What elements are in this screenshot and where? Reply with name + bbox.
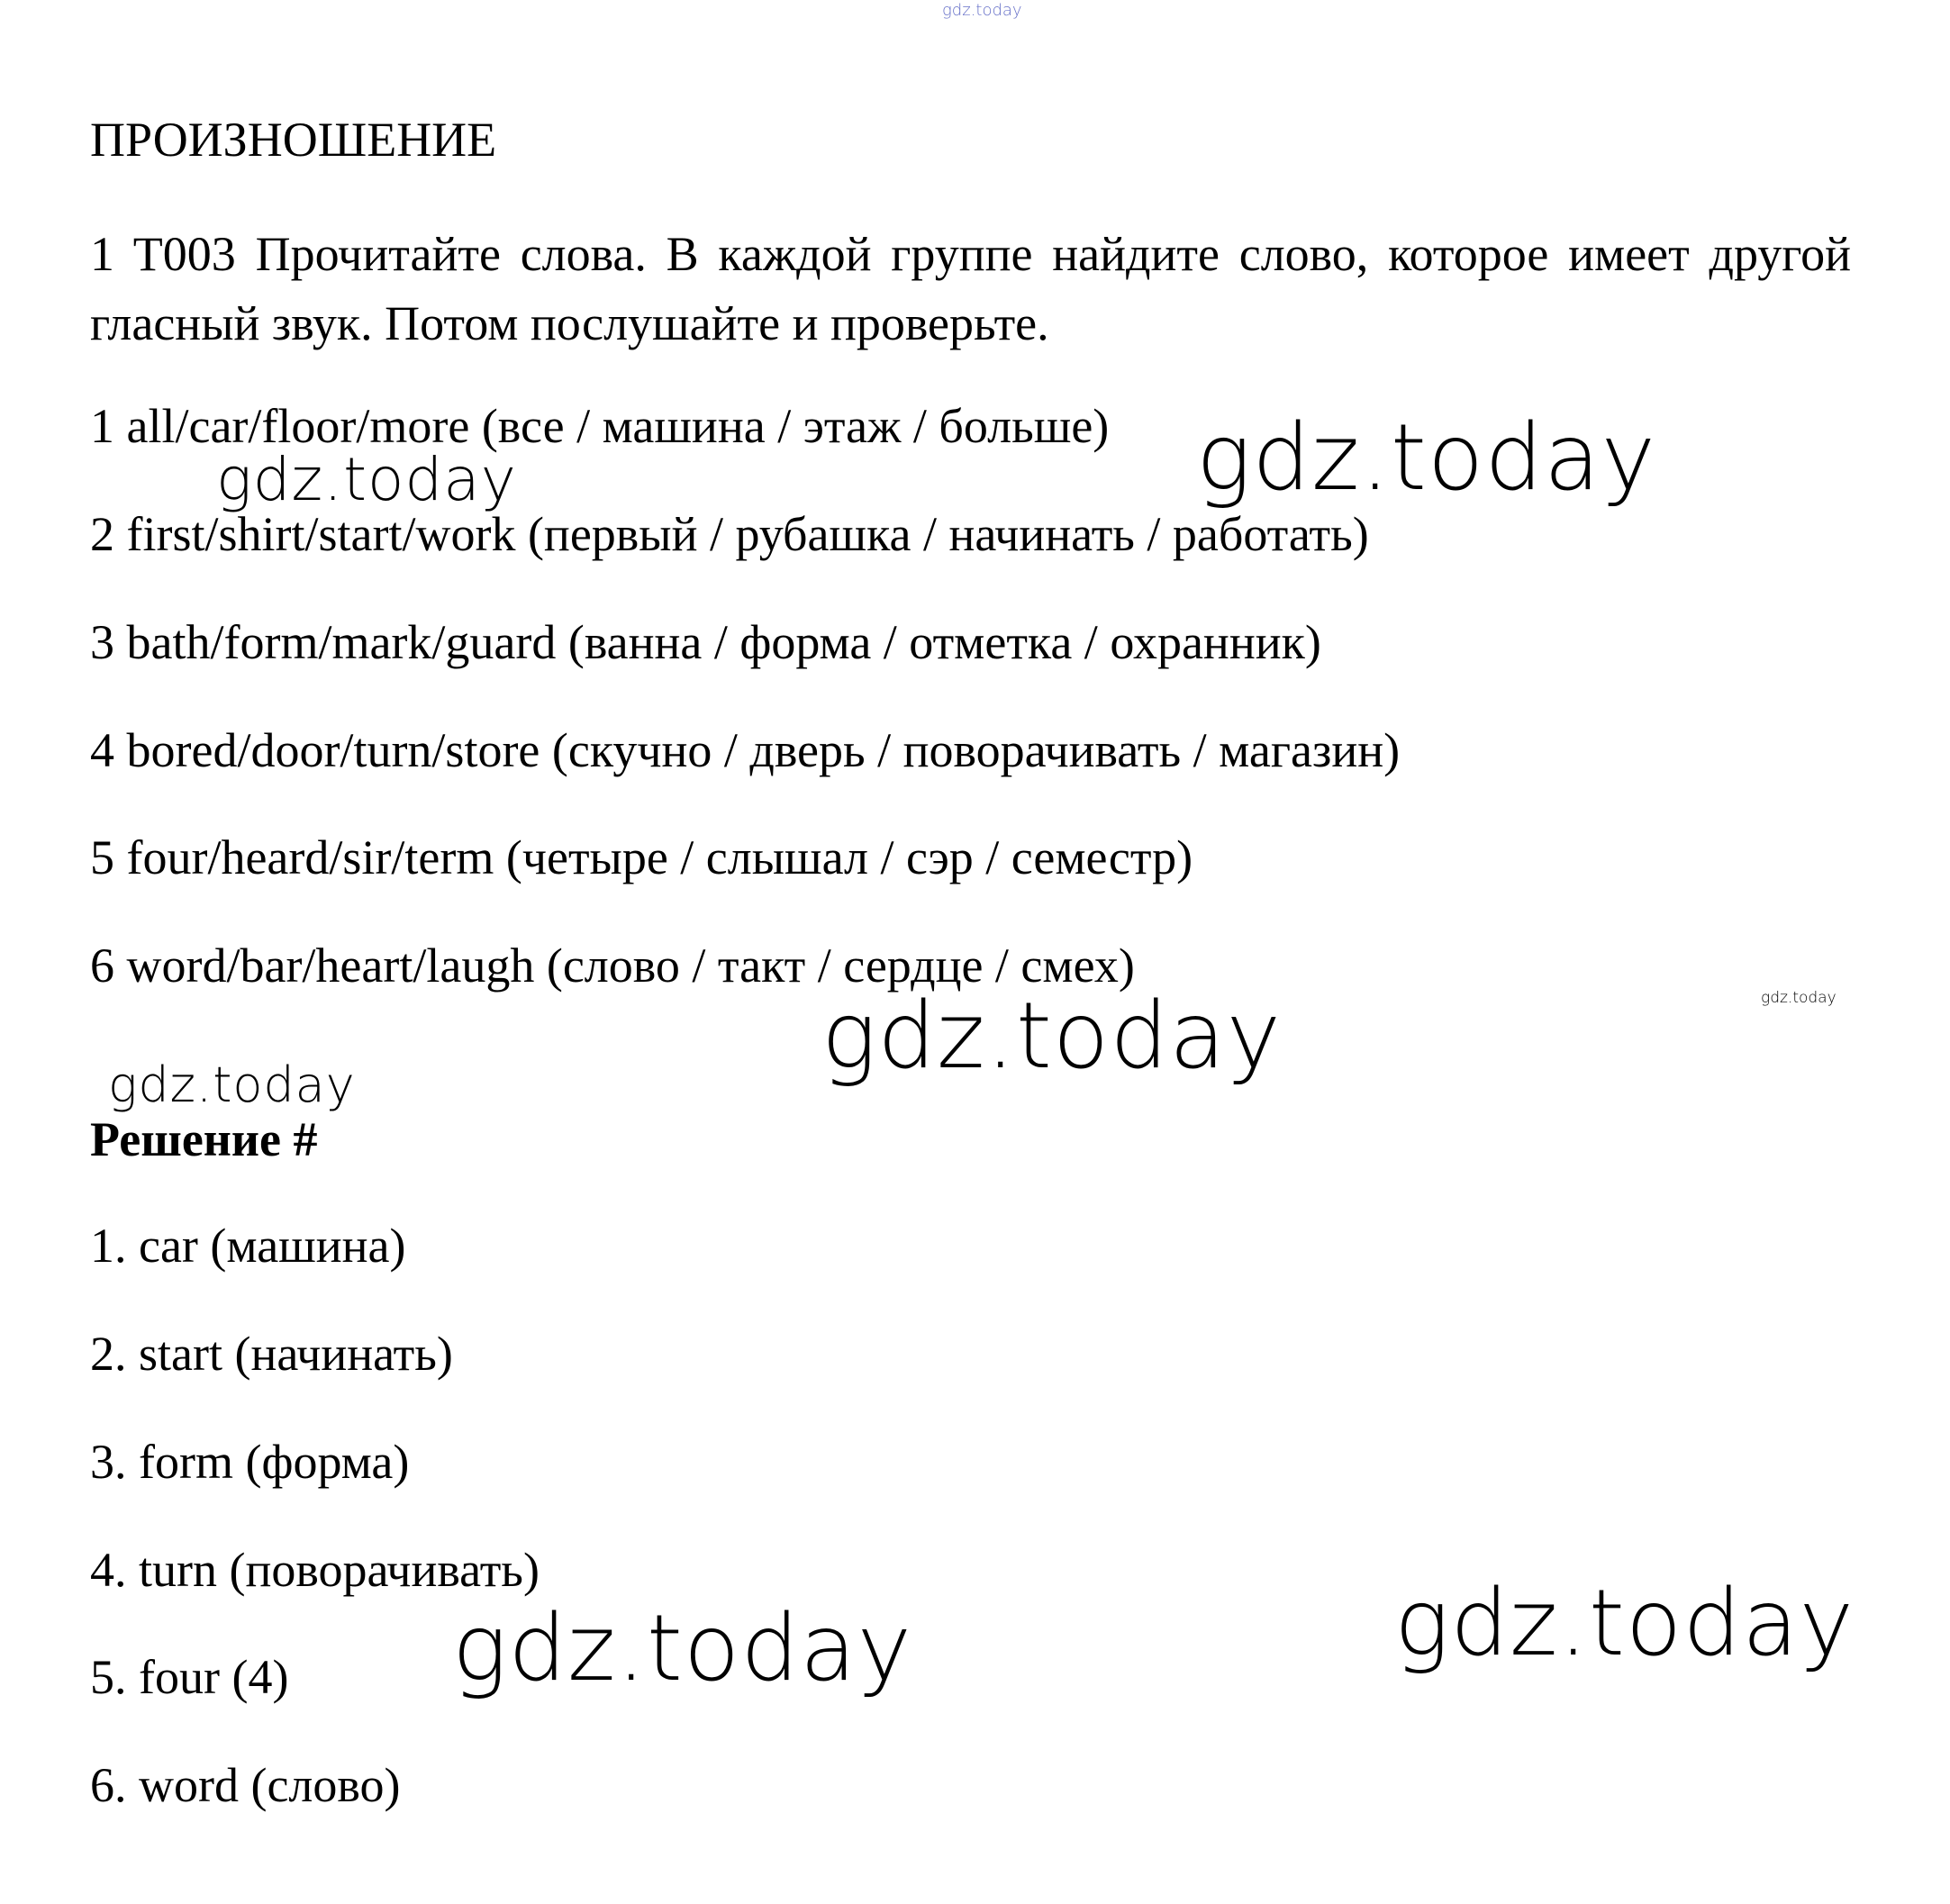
watermark-medium: gdz.today: [108, 1056, 356, 1113]
answer-item: 3. form (форма): [90, 1435, 410, 1489]
task-instruction: 1 T003 Прочитайте слова. В каждой группе найдите слово, которое имеет другой гласный звук. Потом послушайте и проверьте.: [90, 227, 1851, 350]
watermark-large: gdz.today: [821, 983, 1282, 1090]
exercise-item: 5 four/heard/sir/term (четыре / слышал / сэр / семестр): [90, 830, 1193, 884]
watermark-top: gdz.today: [942, 1, 1022, 20]
watermark-large: gdz.today: [1196, 404, 1656, 512]
exercise-item: 6 word/bar/heart/laugh (слово / такт / сердце / смех): [90, 938, 1135, 993]
answer-item: 1. car (машина): [90, 1219, 406, 1273]
exercise-item: 4 bored/door/turn/store (скучно / дверь / поворачивать / магазин): [90, 723, 1401, 777]
answer-item: 2. start (начинать): [90, 1327, 453, 1381]
exercise-item: 3 bath/form/mark/guard (ванна / форма / отметка / охранник): [90, 615, 1321, 669]
exercise-item: 1 all/car/floor/more (все / машина / этаж / больше): [90, 399, 1110, 453]
exercise-item: 2 first/shirt/start/work (первый / рубашка / начинать / работать): [90, 507, 1369, 561]
watermark-small: gdz.today: [1761, 989, 1837, 1007]
watermark-large: gdz.today: [1394, 1570, 1855, 1677]
watermark-medium: gdz.today: [216, 445, 517, 514]
section-title: ПРОИЗНОШЕНИЕ: [90, 113, 497, 167]
answer-item: 6. word (слово): [90, 1758, 401, 1812]
solution-title: Решение #: [90, 1112, 318, 1166]
answer-item: 4. turn (поворачивать): [90, 1543, 540, 1597]
watermark-large: gdz.today: [452, 1595, 912, 1702]
answer-item: 5. four (4): [90, 1650, 289, 1704]
